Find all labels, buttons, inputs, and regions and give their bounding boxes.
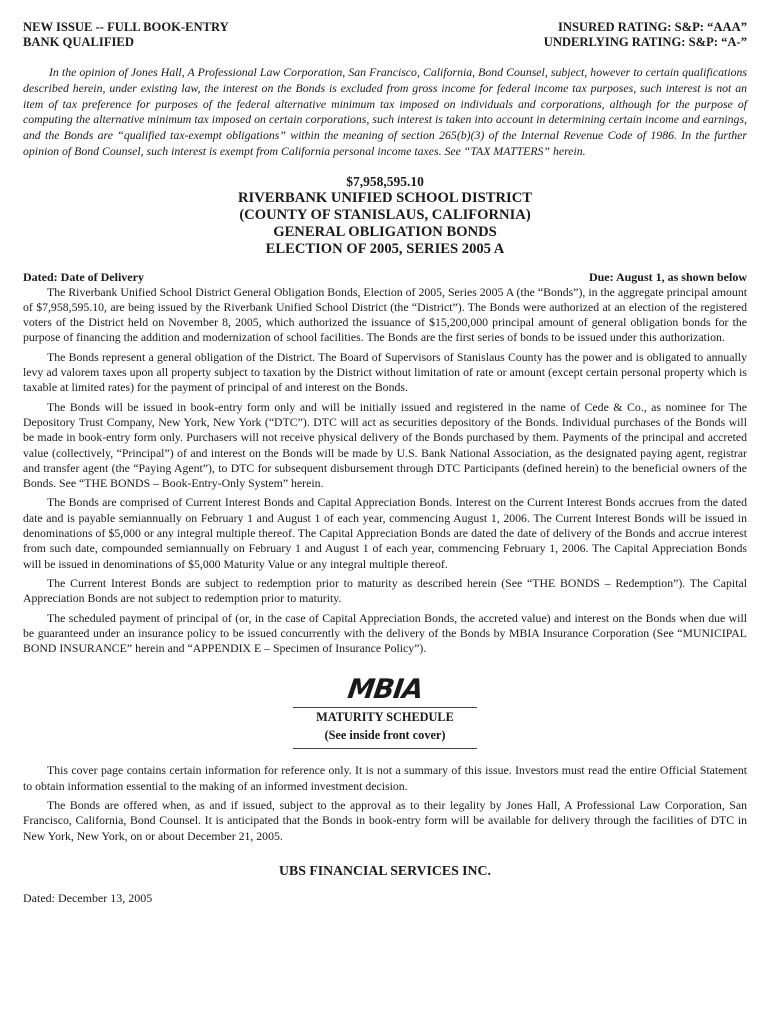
bond-counsel-opinion: In the opinion of Jones Hall, A Professional Law Corporation, San Francisco, California, Bond Counsel, subject, however to certain qualifications described herein, under existing law, the interest on the Bonds is excluded from gross income for federal income tax purposes, such interest is not an item of tax preference for purposes of the federal alternative minimum tax imposed on individuals and corporations, although for the purpose of computing the alternative minimum tax imposed on certain corporations, such interest is taken into account in determining certain income and earnings, and the Bonds are “qualified tax-exempt obligations” within the meaning of section 265(b)(3) of the Internal Revenue Code of 1986. In the further opinion of Bond Counsel, such interest is exempt from California personal income taxes. See “TAX MATTERS” herein. <box>23 65 747 158</box>
header-bar <box>23 20 747 50</box>
paragraph: The Bonds represent a general obligation of the District. The Board of Supervisors of Stanislaus County has the power and is obligated to annually levy ad valorem taxes upon all property subject to taxation by the District without limitation of rate or amount (except certain personal property which is taxable at limited rates) for the payment of principal of and interest on the Bonds. <box>23 349 747 395</box>
divider <box>293 748 477 749</box>
county-name: (COUNTY OF STANISLAUS, CALIFORNIA) <box>239 206 531 223</box>
insurer-block <box>23 676 747 749</box>
document-date: Dated: December 13, 2005 <box>23 890 153 905</box>
bank-qualified: BANK QUALIFIED <box>23 35 134 49</box>
paragraph: The Bonds are comprised of Current Interest Bonds and Capital Appreciation Bonds. Interest on the Current Interest Bonds accrues from the dated date and is payable semiannually on February 1 and August 1 of each year, commencing August 1, 2006. The Current Interest Bonds will be issued in denominations of $5,000 or any integral multiple thereof. The Capital Appreciation Bonds are dated the date of delivery of the Bonds and accrue interest from such date, compounded semiannually on February 1 and August 1 of each year, commencing February 1, 2006. The Capital Appreciation Bonds will be issued in denominations of $5,000 Maturity Value or any integral multiple thereof. <box>23 495 747 571</box>
paragraph: This cover page contains certain information for reference only. It is not a summary of this issue. Investors must read the entire Official Statement to obtain information essential to the making of an informed investment decision. <box>23 763 747 793</box>
paragraph: The Riverbank Unified School District General Obligation Bonds, Election of 2005, Series 2005 A (the “Bonds”), in the aggregate principal amount of $7,958,595.10, are being issued by the Riverbank Unified School District (the “District”). The Bonds were authorized at an election of the registered voters of the District held on November 8, 2005, which authorized the issuance of $15,200,000 principal amount of general obligation bonds for the purpose of financing the addition and modernization of school facilities. The Bonds are the first series of bonds to be issued under this authorization. <box>23 284 747 345</box>
paragraph: The scheduled payment of principal of (or, in the case of Capital Appreciation Bonds, the accreted value) and interest on the Bonds when due will be guaranteed under an insurance policy to be issued concurrently with the delivery of the Bonds by MBIA Insurance Corporation (See “MUNICIPAL BOND INSURANCE” herein and “APPENDIX E – Specimen of Insurance Policy”). <box>23 610 747 656</box>
underwriter-name: UBS FINANCIAL SERVICES INC. <box>279 862 491 878</box>
district-name: RIVERBANK UNIFIED SCHOOL DISTRICT <box>238 189 532 206</box>
maturity-schedule-subtitle: (See inside front cover) <box>324 728 446 743</box>
underlying-rating: UNDERLYING RATING: S&P: “A-” <box>543 35 747 49</box>
issue-title <box>23 174 747 259</box>
mbia-logo: MBIA <box>345 674 425 706</box>
issue-type: NEW ISSUE -- FULL BOOK-ENTRY <box>23 20 229 34</box>
paragraph: The Bonds will be issued in book-entry form only and will be initially issued and registered in the name of Cede & Co., as nominee for The Depository Trust Company, New York, New York (“DTC”). DTC will act as securities depository of the Bonds. Individual purchases of the Bonds will be made in book-entry form only. Purchasers will not receive physical delivery of the Bonds purchased by them. Payments of the principal and accreted value (collectively, “Principal”) of and interest on the Bonds will be made by U.S. Bank National Association, as the designated paying agent, registrar and transfer agent (the “Paying Agent”), to DTC for subsequent disbursement through DTC Participants (defined herein) to the beneficial owners of the Bonds. See “THE BONDS – Book-Entry-Only System” herein. <box>23 399 747 491</box>
body-paragraphs <box>23 285 747 657</box>
dated-label: Dated: Date of Delivery <box>23 269 144 284</box>
bond-type: GENERAL OBLIGATION BONDS <box>273 224 497 241</box>
principal-amount: $7,958,595.10 <box>346 173 424 189</box>
header-left <box>23 20 229 50</box>
header-right <box>544 20 747 50</box>
election-series: ELECTION OF 2005, SERIES 2005 A <box>265 241 505 258</box>
dated-due-row <box>23 270 747 285</box>
footer-paragraphs <box>23 763 747 843</box>
insured-rating: INSURED RATING: S&P: “AAA” <box>557 20 747 34</box>
due-label: Due: August 1, as shown below <box>588 269 747 284</box>
document-page <box>23 20 747 906</box>
paragraph: The Current Interest Bonds are subject to redemption prior to maturity as described herein (See “THE BONDS – Redemption”). The Capital Appreciation Bonds are not subject to redemption prior to maturity. <box>23 575 747 606</box>
maturity-schedule-title: MATURITY SCHEDULE <box>316 710 454 725</box>
paragraph: The Bonds are offered when, as and if issued, subject to the approval as to their legality by Jones Hall, A Professional Law Corporation, San Francisco, California, Bond Counsel. It is anticipated that the Bonds in book-entry form will be available for delivery through the facilities of DTC in New York, New York, on or about December 21, 2005. <box>23 798 747 843</box>
